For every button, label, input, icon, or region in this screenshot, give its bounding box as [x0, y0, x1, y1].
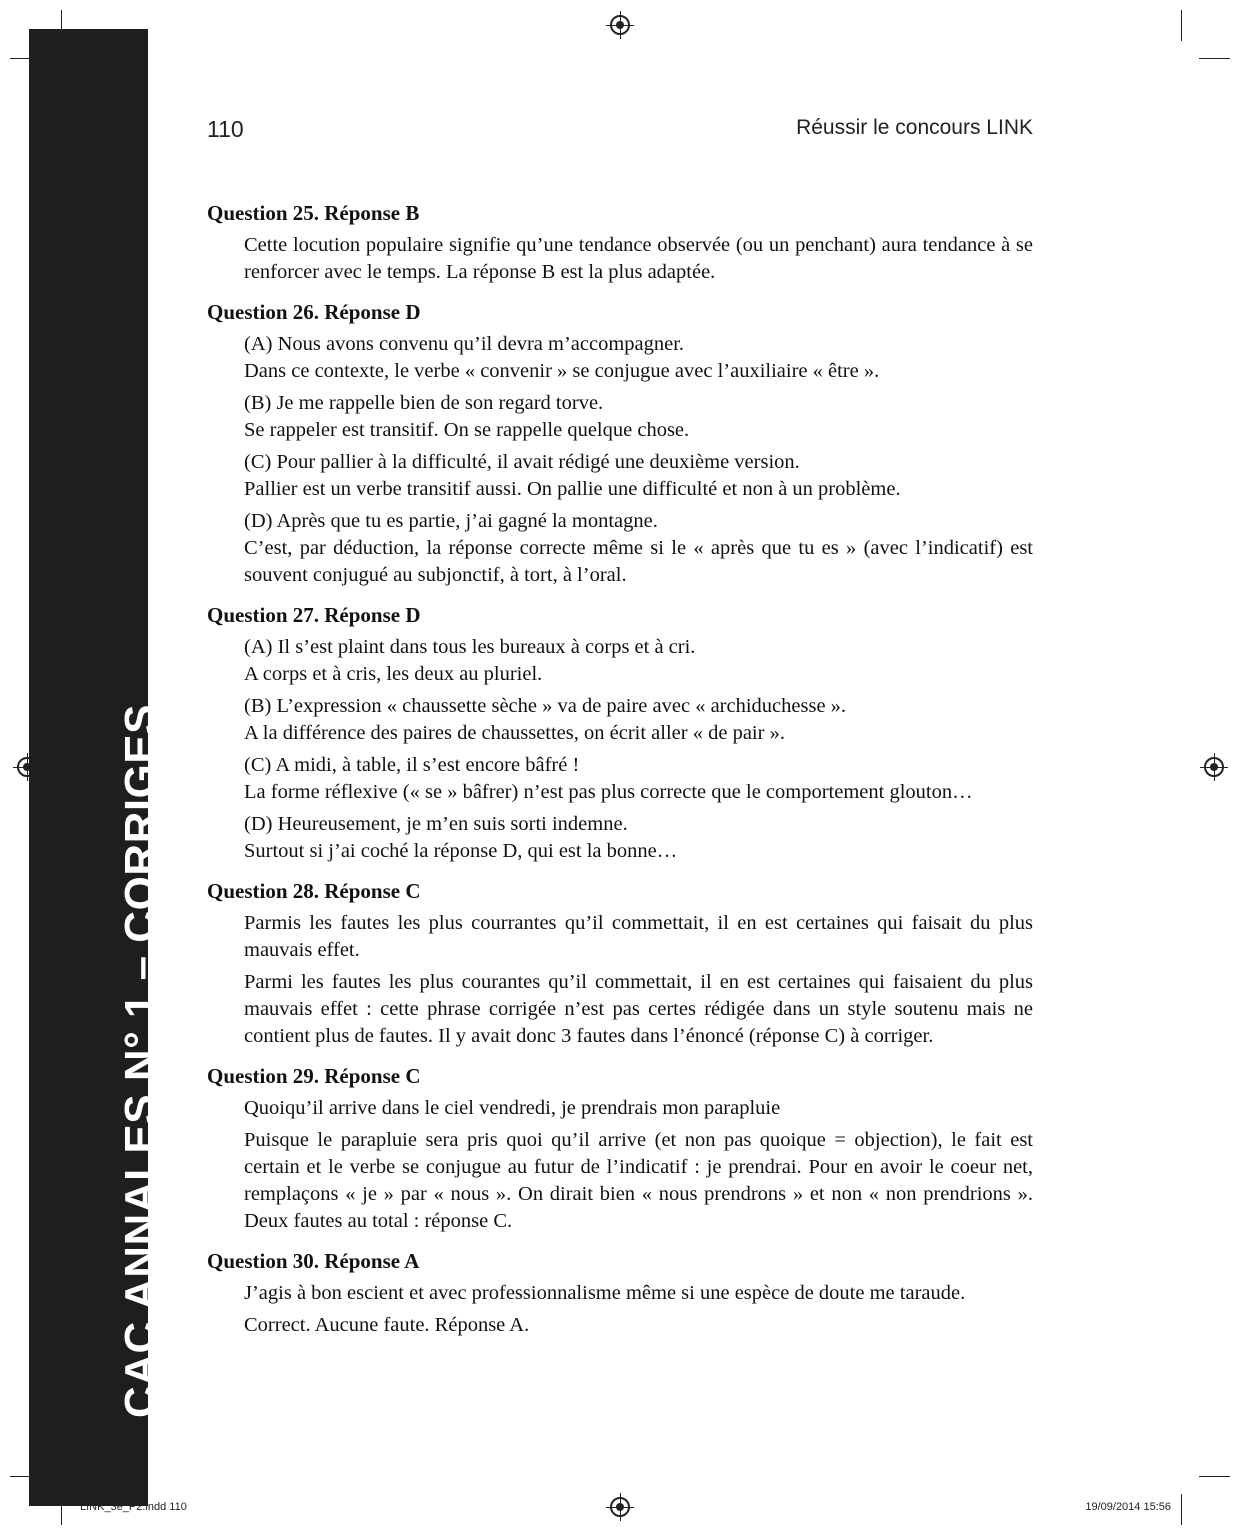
paragraph — [244, 1280, 1033, 1307]
question-block — [207, 1063, 1033, 1235]
paragraph — [244, 1095, 1033, 1122]
text-line: Parmi les fautes les plus courantes qu’il commettait, il en est certaines qui faisaient du plus mauvais effet : cette phrase corrigée n’est pas certes rédigée dans un style soutenu mais ne contient plus de fautes. Il y avait donc 3 fautes dans l’énoncé (réponse C) à corriger. — [244, 971, 1033, 1047]
registration-mark-icon — [1204, 757, 1224, 777]
paragraph — [244, 508, 1033, 589]
book-title: Réussir le concours LINK — [796, 116, 1033, 139]
paragraph — [244, 634, 1033, 688]
page-number: 110 — [207, 116, 244, 142]
text-line: A corps et à cris, les deux au pluriel. — [244, 663, 543, 685]
text-line: (C) Pour pallier à la difficulté, il avait rédigé une deuxième version. — [244, 451, 800, 473]
crop-mark — [1199, 1476, 1230, 1477]
paragraph — [244, 1127, 1033, 1235]
text-line: Pallier est un verbe transitif aussi. On pallie une difficulté et non à un problème. — [244, 478, 901, 500]
paragraph — [244, 232, 1033, 286]
paragraph — [244, 752, 1033, 806]
question-block — [207, 1248, 1033, 1339]
paragraph — [244, 693, 1033, 747]
question-block — [207, 602, 1033, 865]
paragraph — [244, 969, 1033, 1050]
question-block — [207, 878, 1033, 1050]
paragraph — [244, 331, 1033, 385]
slug-date: 19/09/2014 15:56 — [1085, 1501, 1171, 1513]
text-line: Cette locution populaire signifie qu’une tendance observée (ou un penchant) aura tendance à se renforcer avec le temps. La réponse B est la plus adaptée. — [244, 234, 1033, 283]
text-line: Se rappeler est transitif. On se rappelle quelque chose. — [244, 419, 690, 441]
text-line: J’agis à bon escient et avec professionnalisme même si une espèce de doute me taraude. — [244, 1282, 966, 1304]
question-title: Question 30. Réponse A — [207, 1249, 420, 1273]
text-line: Puisque le parapluie sera pris quoi qu’il arrive (et non pas quoique = objection), le fait est certain et le verbe se conjugue au futur de l’indicatif : je prendrai. Pour en avoir le coeur net, remplaçons « je » par « nous ». On dirait bien « nous prendrons » et non « non prendrions ». Deux fautes au total : réponse C. — [244, 1129, 1033, 1232]
text-line: (B) Je me rappelle bien de son regard torve. — [244, 392, 604, 414]
text-line: (C) A midi, à table, il s’est encore bâfré ! — [244, 754, 580, 776]
question-title: Question 29. Réponse C — [207, 1064, 421, 1088]
question-title: Question 25. Réponse B — [207, 201, 420, 225]
paragraph — [244, 1312, 1033, 1339]
paragraph — [244, 449, 1033, 503]
paragraph — [244, 390, 1033, 444]
text-line: (A) Il s’est plaint dans tous les bureaux à corps et à cri. — [244, 636, 696, 658]
question-block — [207, 299, 1033, 589]
crop-mark — [1181, 10, 1182, 41]
question-title: Question 26. Réponse D — [207, 300, 421, 324]
crop-mark — [1199, 58, 1230, 59]
text-line: La forme réflexive (« se » bâfrer) n’est pas plus correcte que le comportement glouton… — [244, 781, 973, 803]
text-line: A la différence des paires de chaussettes, on écrit aller « de pair ». — [244, 722, 785, 744]
registration-mark-icon — [610, 15, 630, 35]
text-line: (D) Après que tu es partie, j’ai gagné la montagne. — [244, 510, 658, 532]
text-line: (D) Heureusement, je m’en suis sorti indemne. — [244, 813, 628, 835]
paragraph — [244, 910, 1033, 964]
crop-mark — [1181, 1494, 1182, 1525]
registration-mark-icon — [610, 1497, 630, 1517]
paragraph — [244, 811, 1033, 865]
question-title: Question 28. Réponse C — [207, 879, 421, 903]
text-line: (B) L’expression « chaussette sèche » va de paire avec « archiduchesse ». — [244, 695, 847, 717]
sidebar-label: CAC ANNALES N° 1 – CORRIGES — [116, 704, 165, 1418]
page-content — [207, 200, 1033, 1352]
text-line: Dans ce contexte, le verbe « convenir » se conjugue avec l’auxiliaire « être ». — [244, 360, 880, 382]
text-line: C’est, par déduction, la réponse correcte même si le « après que tu es » (avec l’indicatif) est souvent conjugué au subjonctif, à tort, à l’oral. — [244, 537, 1033, 586]
question-block — [207, 200, 1033, 286]
text-line: Parmis les fautes les plus courrantes qu’il commettait, il en est certaines qui faisait du plus mauvais effet. — [244, 912, 1033, 961]
text-line: Correct. Aucune faute. Réponse A. — [244, 1314, 530, 1336]
text-line: Quoiqu’il arrive dans le ciel vendredi, je prendrais mon parapluie — [244, 1097, 781, 1119]
question-title: Question 27. Réponse D — [207, 603, 421, 627]
slug-filename: LINK_3e_P2.indd 110 — [80, 1501, 187, 1513]
text-line: Surtout si j’ai coché la réponse D, qui est la bonne… — [244, 840, 678, 862]
text-line: (A) Nous avons convenu qu’il devra m’accompagner. — [244, 333, 685, 355]
